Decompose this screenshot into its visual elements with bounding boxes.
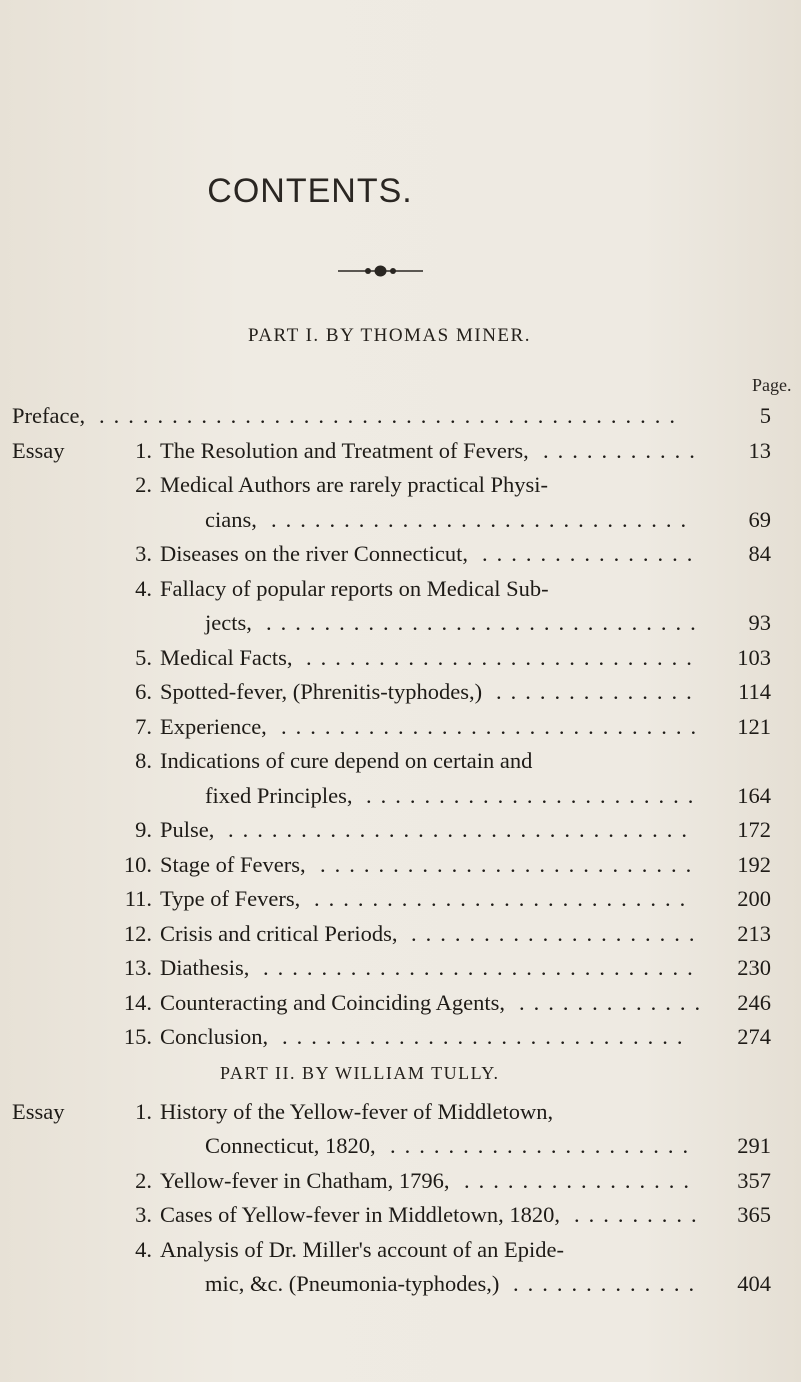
entry-number: 1. [135, 1098, 152, 1124]
leader-dots: ............. [513, 1271, 704, 1296]
entry-title: Medical Facts, [160, 644, 293, 670]
page-title: CONTENTS. [207, 172, 413, 210]
toc-entry [0, 882, 801, 916]
entry-title: Counteracting and Coinciding Agents, [160, 989, 505, 1015]
leader-dots: ........... [543, 437, 704, 463]
entry-page-number: 291 [737, 1133, 771, 1158]
entry-number: 4. [135, 575, 152, 601]
entry-number: 2. [135, 1167, 152, 1193]
toc-entry [0, 675, 801, 709]
toc-entry [0, 434, 801, 468]
leader-dots: ............................ [282, 1024, 692, 1049]
entry-page-number: 84 [748, 541, 771, 566]
entry-title: Cases of Yellow-fever in Middletown, 1820, [160, 1202, 560, 1227]
leader-dots: ..................... [390, 1133, 698, 1158]
toc-entry-preface [0, 399, 801, 433]
toc-entry [0, 1129, 801, 1163]
leader-dots: .............. [496, 679, 701, 704]
entry-number: 9. [135, 817, 152, 842]
entry-number: 10. [123, 851, 152, 877]
entry-page-number: 164 [737, 782, 771, 808]
leader-dots: ............... [482, 541, 702, 566]
entry-page-number: 69 [748, 506, 771, 532]
toc-entry [0, 813, 801, 847]
entry-page-number: 246 [737, 989, 771, 1015]
entry-number: 8. [135, 748, 152, 773]
entry-title: Connecticut, 1820, [205, 1133, 376, 1158]
part-two-heading: PART II. BY WILLIAM TULLY. [220, 1062, 500, 1083]
leader-dots: ............. [519, 989, 710, 1015]
entry-title: Fallacy of popular reports on Medical Sub- [160, 575, 549, 601]
entry-title: Experience, [160, 713, 267, 739]
leader-dots: ............................. [271, 506, 696, 532]
essay-label: Essay [12, 1098, 65, 1124]
leader-dots: .......................... [320, 851, 701, 877]
part-one-heading: PART I. BY THOMAS MINER. [248, 325, 531, 346]
leader-dots: ......... [574, 1202, 706, 1227]
leader-dots: .............................. [266, 610, 705, 635]
entry-page-number: 230 [737, 955, 771, 980]
entry-title: Crisis and critical Periods, [160, 920, 398, 946]
page-column-label: Page. [752, 375, 792, 395]
entry-page-number: 93 [748, 610, 771, 635]
entry-page-number: 365 [737, 1202, 771, 1227]
toc-entry [0, 1233, 801, 1267]
entry-number: 6. [135, 679, 152, 704]
toc-entry [0, 917, 801, 951]
entry-page-number: 357 [737, 1167, 771, 1193]
leader-dots: ........................................ [99, 403, 684, 428]
leader-dots: ........................... [306, 644, 701, 670]
entry-page-number: 5 [759, 403, 771, 428]
entry-title: Preface, [12, 403, 86, 428]
entry-title: The Resolution and Treatment of Fevers, [160, 437, 529, 463]
toc-entry [0, 1020, 801, 1054]
entry-title: cians, [205, 506, 257, 532]
toc-entry [0, 1164, 801, 1198]
toc-entry [0, 572, 801, 606]
entry-page-number: 103 [737, 644, 771, 670]
entry-title: Yellow-fever in Chatham, 1796, [160, 1167, 450, 1193]
toc-entry [0, 1095, 801, 1129]
entry-number: 14. [123, 989, 152, 1015]
entry-number: 5. [135, 644, 152, 670]
entry-number: 11. [124, 886, 152, 911]
entry-number: 12. [123, 920, 152, 946]
entry-number: 3. [135, 1202, 152, 1227]
entry-title: jects, [205, 610, 252, 635]
entry-page-number: 172 [737, 817, 771, 842]
entry-title: Indications of cure depend on certain and [160, 748, 533, 773]
entry-number: 3. [135, 541, 152, 566]
toc-entry [0, 744, 801, 778]
entry-page-number: 200 [737, 886, 771, 911]
toc-entry [0, 1198, 801, 1232]
leader-dots: ................................ [228, 817, 696, 842]
entry-title: mic, &c. (Pneumonia-typhodes,) [205, 1271, 500, 1296]
entry-title: Stage of Fevers, [160, 851, 306, 877]
entry-title: Diathesis, [160, 955, 250, 980]
entry-title: Pulse, [160, 817, 215, 842]
entry-number: 1. [135, 437, 152, 463]
entry-page-number: 114 [738, 679, 771, 704]
entry-title: Conclusion, [160, 1024, 269, 1049]
entry-number: 13. [123, 955, 152, 980]
leader-dots: .............................. [263, 955, 702, 980]
toc-entry [0, 606, 801, 640]
toc-entry [0, 951, 801, 985]
leader-dots: .......................... [314, 886, 695, 911]
entry-title: Medical Authors are rarely practical Physi- [160, 472, 548, 497]
toc-entry [0, 986, 801, 1020]
toc-entry [0, 468, 801, 502]
entry-number: 7. [135, 713, 152, 739]
toc-entry [0, 779, 801, 813]
leader-dots: ....................... [366, 782, 703, 808]
leader-dots: ................ [464, 1167, 698, 1193]
entry-title: Diseases on the river Connecticut, [160, 541, 469, 566]
entry-title: Spotted-fever, (Phrenitis-typhodes,) [160, 679, 483, 704]
entry-number: 2. [135, 472, 152, 497]
ornament-divider [338, 264, 423, 278]
entry-page-number: 192 [737, 851, 771, 877]
leader-dots: ............................. [281, 713, 706, 739]
entry-title: Analysis of Dr. Miller's account of an Epide- [160, 1236, 564, 1262]
entry-number: 4. [135, 1236, 152, 1262]
entry-title: fixed Principles, [205, 782, 353, 808]
toc-entry [0, 537, 801, 571]
toc-entry [0, 848, 801, 882]
leader-dots: .................... [411, 920, 704, 946]
entry-page-number: 404 [737, 1271, 771, 1296]
entry-page-number: 213 [737, 920, 771, 946]
toc-entry [0, 641, 801, 675]
toc-entry [0, 710, 801, 744]
toc-entry [0, 1267, 801, 1301]
entry-page-number: 13 [748, 437, 771, 463]
essay-label: Essay [12, 437, 65, 463]
entry-title: Type of Fevers, [160, 886, 301, 911]
toc-entry [0, 503, 801, 537]
entry-title: History of the Yellow-fever of Middletown, [160, 1098, 554, 1124]
entry-page-number: 121 [737, 713, 771, 739]
entry-page-number: 274 [737, 1024, 771, 1049]
entry-number: 15. [123, 1024, 152, 1049]
